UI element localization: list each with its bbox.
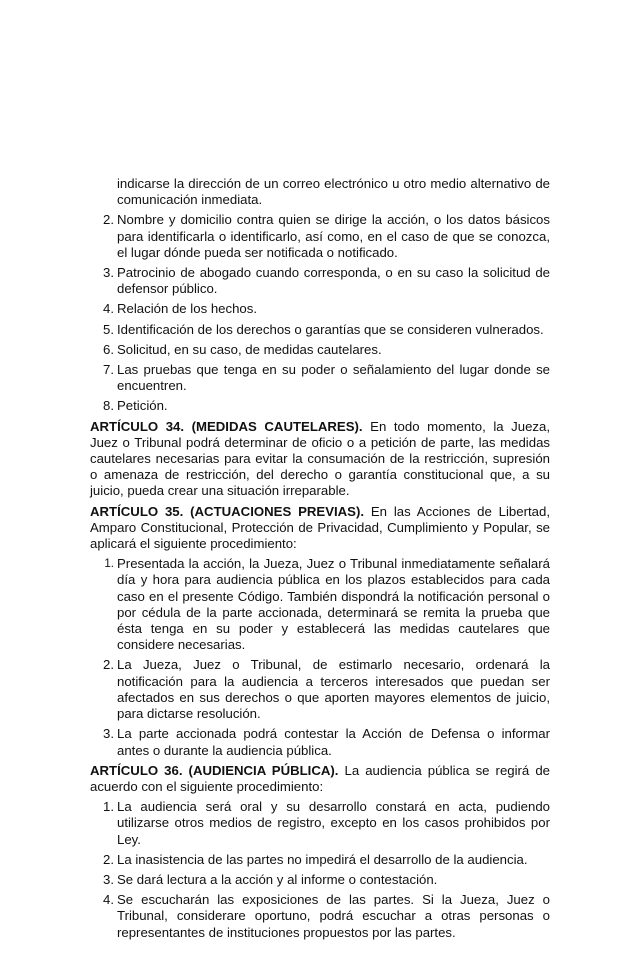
list-text: La audiencia será oral y su desarrollo constará en acta, pudiendo utilizarse otros medios de registro, excepto en los casos prohibidos por Ley.	[117, 799, 550, 847]
list-text: Nombre y domicilio contra quien se dirige la acción, o los datos básicos para identificarla o identificarlo, así como, en el caso de que se conozca, el lugar dónde pueda ser notificada o notificado.	[117, 212, 550, 260]
list-number: 4.	[103, 892, 114, 908]
list-item	[90, 265, 550, 297]
list-item	[90, 726, 550, 758]
list-text: Patrocinio de abogado cuando corresponda, o en su caso la solicitud de defensor público.	[117, 265, 550, 297]
list-text: Identificación de los derechos o garantías que se consideren vulnerados.	[117, 321, 544, 337]
list-item	[90, 799, 550, 848]
list-item	[90, 657, 550, 722]
article-34-body: En todo momento, la Jueza, Juez o Tribunal podrá determinar de oficio o a petición de parte, las medidas cautelares necesarias para evitar la consumación de la restricción, supresión o amenaza de restricción, del derecho o garantía constitucional que, a su juicio, pueda crear una situación irreparable.	[90, 418, 551, 499]
list-item	[90, 872, 550, 888]
list-number: 7.	[103, 362, 114, 378]
list-number: 2.	[103, 657, 114, 673]
list-item	[90, 398, 550, 414]
article-34-heading: ARTÍCULO 34. (MEDIDAS CAUTELARES).	[90, 418, 363, 434]
list-number: 3.	[103, 726, 114, 742]
list-number: 2.	[103, 212, 114, 228]
list-text: Petición.	[117, 398, 168, 414]
list-text: Se escucharán las exposiciones de las partes. Si la Jueza, Juez o Tribunal, considerare oportuno, podrá escuchar a otras personas o representantes de instituciones propuestos por las partes.	[117, 892, 550, 940]
list-number: 1.	[103, 799, 114, 815]
article-36-heading: ARTÍCULO 36. (AUDIENCIA PÚBLICA).	[90, 762, 339, 778]
article-36-body: La audiencia pública se regirá de acuerdo con el siguiente procedimiento:	[90, 762, 550, 794]
document-page	[90, 176, 550, 945]
list-item	[90, 301, 550, 317]
list-number: 5.	[103, 321, 114, 337]
list-item	[90, 852, 550, 868]
list-item	[90, 212, 550, 261]
article-35-heading: ARTÍCULO 35. (ACTUACIONES PREVIAS).	[90, 503, 365, 519]
article-34	[90, 419, 550, 500]
list-text: Relación de los hechos.	[117, 301, 258, 317]
article-36	[90, 763, 550, 795]
list-item	[90, 556, 550, 653]
list-number: 1.	[104, 558, 114, 571]
list-item	[90, 362, 550, 394]
requirements-list	[90, 212, 550, 414]
article-35-body: En las Acciones de Libertad, Amparo Constitucional, Protección de Privacidad, Cumplimiento y Popular, se aplicará el siguiente procedimiento:	[90, 503, 550, 552]
list-item	[90, 322, 550, 338]
list-item-continuation: indicarse la dirección de un correo electrónico u otro medio alternativo de comunicación inmediata.	[117, 176, 550, 208]
list-item	[90, 892, 550, 941]
list-text: Las pruebas que tenga en su poder o señalamiento del lugar donde se encuentren.	[117, 362, 550, 394]
article-35-list	[90, 556, 550, 758]
article-36-list	[90, 799, 550, 941]
list-number: 3.	[103, 265, 114, 281]
list-text: Presentada la acción, la Jueza, Juez o Tribunal inmediatamente señalará día y hora para audiencia pública en los plazos establecidos para cada caso en el presente Código. También dispondrá la notificación personal o por cédula de la parte accionada, determinará se remita la prueba que ésta tenga en su poder y establecerá las medidas cautelares que considere necesarias.	[117, 556, 550, 653]
list-number: 4.	[103, 301, 114, 317]
list-text: La inasistencia de las partes no impedirá el desarrollo de la audiencia.	[117, 851, 528, 867]
list-number: 8.	[103, 398, 114, 414]
list-number: 2.	[103, 851, 114, 867]
article-35	[90, 504, 550, 553]
list-text: Se dará lectura a la acción y al informe o contestación.	[117, 871, 438, 887]
list-item	[90, 342, 550, 358]
list-text: La Jueza, Juez o Tribunal, de estimarlo necesario, ordenará la notificación para la audiencia a terceros interesados que puedan ser afectados en sus derechos o que aporten mayores elementos de juicio, para dictarse resolución.	[117, 657, 550, 722]
list-number: 3.	[103, 871, 114, 887]
list-number: 6.	[103, 341, 114, 357]
list-text: La parte accionada podrá contestar la Acción de Defensa o informar antes o durante la audiencia pública.	[117, 726, 550, 758]
list-text: Solicitud, en su caso, de medidas cautelares.	[117, 341, 382, 357]
